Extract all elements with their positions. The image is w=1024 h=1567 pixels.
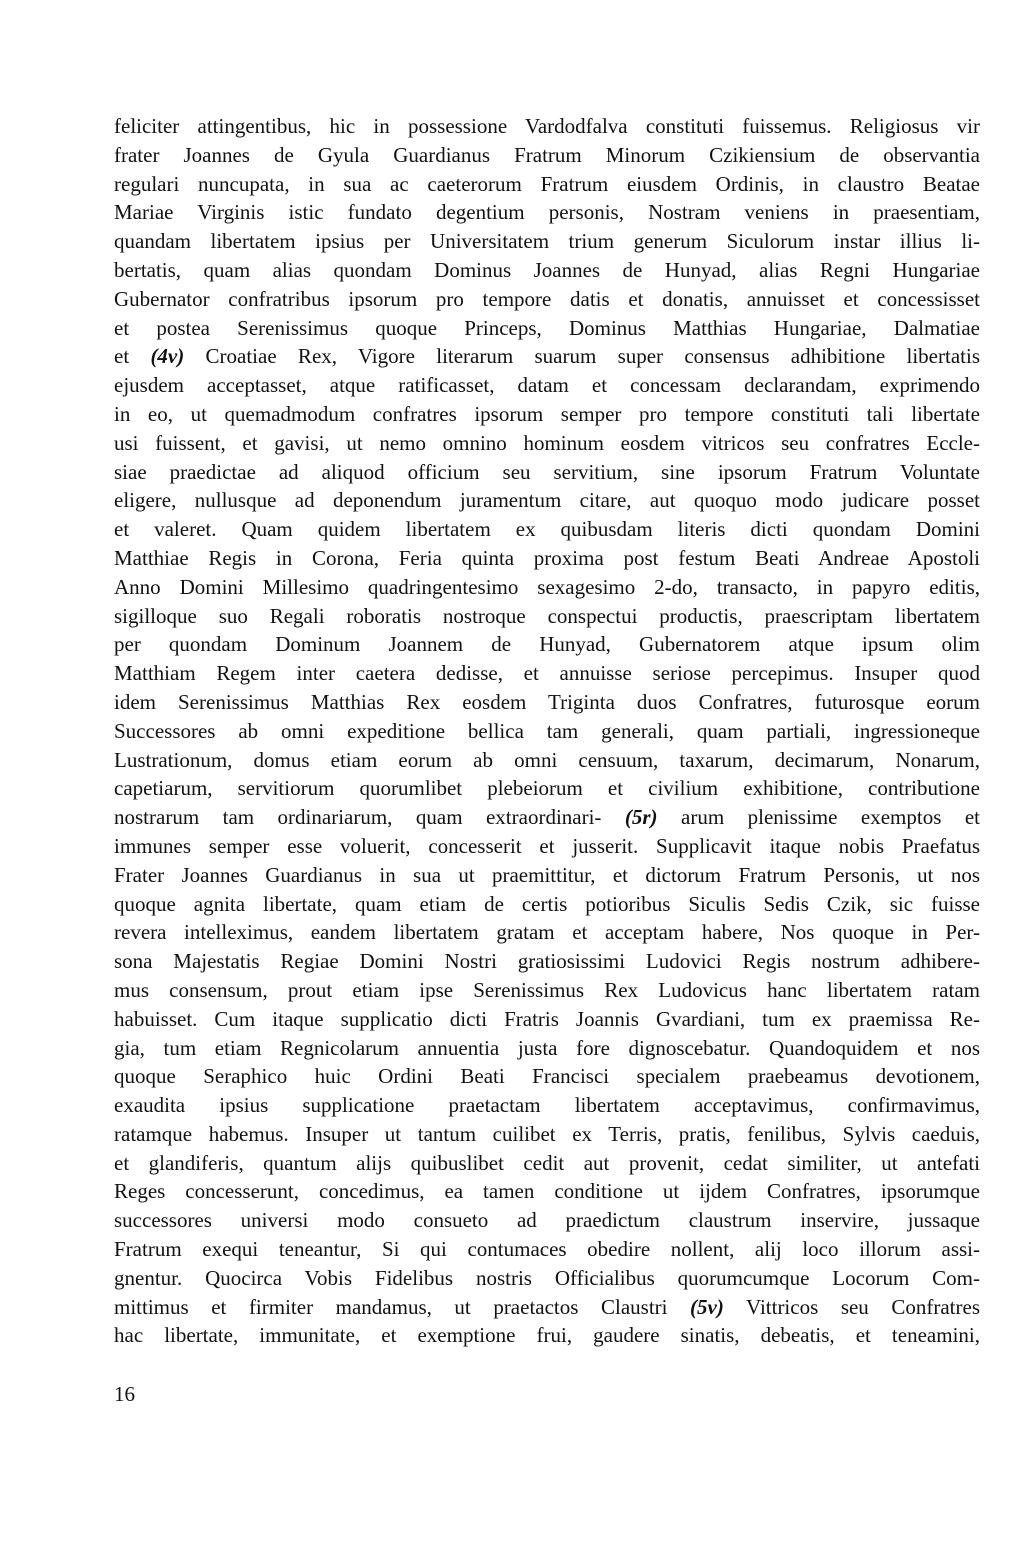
text-line: frater Joannes de Gyula Guardianus Fratrum Minorum Czikiensium de observantia <box>114 142 980 167</box>
text-line: siae praedictae ad aliquod officium seu servitium, sine ipsorum Fratrum Voluntate <box>114 459 980 484</box>
page-number: 16 <box>114 1382 135 1406</box>
text-line: idem Serenissimus Matthias Rex eosdem Triginta duos Confratres, futurosque eorum <box>114 689 980 714</box>
text-line: habuisset. Cum itaque supplicatio dicti Fratris Joannis Gvardiani, tum ex praemissa Re- <box>114 1006 980 1031</box>
text-line: et (4v) Croatiae Rex, Vigore literarum suarum super consensus adhibitione libertatis <box>114 344 980 369</box>
text-line: et postea Serenissimus quoque Princeps, Dominus Matthias Hungariae, Dalmatiae <box>114 315 980 340</box>
text-line: mittimus et firmiter mandamus, ut praetactos Claustri (5v) Vittricos seu Confratres <box>114 1294 981 1319</box>
text-line: Anno Domini Millesimo quadringentesimo sexagesimo 2-do, transacto, in papyro editis, <box>114 574 980 599</box>
text-line: quandam libertatem ipsius per Universitatem trium generum Siculorum instar illius li- <box>114 229 980 254</box>
text-line: mus consensum, prout etiam ipse Serenissimus Rex Ludovicus hanc libertatem ratam <box>114 977 980 1002</box>
text-line: revera intelleximus, eandem libertatem gratam et acceptam habere, Nos quoque in Per- <box>114 920 980 945</box>
text-line: Fratrum exequi teneantur, Si qui contumaces obedire nollent, alij loco illorum assi- <box>114 1237 980 1262</box>
folio-marker: (4v) <box>150 344 185 369</box>
text-line: et glandiferis, quantum alijs quibuslibet cedit aut provenit, cedat similiter, ut antefati <box>114 1150 980 1175</box>
text-line: et valeret. Quam quidem libertatem ex quibusdam literis dicti quondam Domini <box>114 517 980 542</box>
text-line: Lustrationum, domus etiam eorum ab omni censuum, taxarum, decimarum, Nonarum, <box>114 747 980 772</box>
text-line: sigilloque suo Regali roboratis nostroque conspectui productis, praescriptam libertatem <box>114 603 980 628</box>
text-line: bertatis, quam alias quondam Dominus Joannes de Hunyad, alias Regni Hungariae <box>114 257 980 282</box>
text-line: successores universi modo consueto ad praedictum claustrum inservire, jussaque <box>114 1208 980 1233</box>
text-line: quoque agnita libertate, quam etiam de certis potioribus Siculis Sedis Czik, sic fuisse <box>114 891 980 916</box>
text-line: Successores ab omni expeditione bellica tam generali, quam partiali, ingressioneque <box>114 718 980 743</box>
body-text <box>114 112 980 1350</box>
folio-marker: (5v) <box>690 1294 724 1319</box>
text-line: in eo, ut quemadmodum confratres ipsorum semper pro tempore constituti tali libertate <box>114 401 980 426</box>
text-line: Gubernator confratribus ipsorum pro tempore datis et donatis, annuisset et concessisset <box>114 286 980 311</box>
text-line: exaudita ipsius supplicatione praetactam libertatem acceptavimus, confirmavimus, <box>114 1093 980 1118</box>
text-line: gnentur. Quocirca Vobis Fidelibus nostris Officialibus quorumcumque Locorum Com- <box>114 1265 980 1290</box>
text-line: immunes semper esse voluerit, concesserit et jusserit. Supplicavit itaque nobis Praefatus <box>114 833 980 858</box>
text-line: Matthiam Regem inter caetera dedisse, et annuisse seriose percepimus. Insuper quod <box>114 661 980 686</box>
text-line: Matthiae Regis in Corona, Feria quinta proxima post festum Beati Andreae Apostoli <box>114 545 980 570</box>
text-line: Frater Joannes Guardianus in sua ut praemittitur, et dictorum Fratrum Personis, ut nos <box>114 862 980 887</box>
text-line: nostrarum tam ordinariarum, quam extraordinari- (5r) arum plenissime exemptos et <box>114 805 980 830</box>
text-line: hac libertate, immunitate, et exemptione frui, gaudere sinatis, debeatis, et teneamini, <box>114 1323 980 1348</box>
text-line: regulari nuncupata, in sua ac caeterorum Fratrum eiusdem Ordinis, in claustro Beatae <box>114 171 980 196</box>
text-line: Mariae Virginis istic fundato degentium personis, Nostram veniens in praesentiam, <box>114 200 980 225</box>
text-line: Reges concesserunt, concedimus, ea tamen conditione ut ijdem Confratres, ipsorumque <box>114 1179 980 1204</box>
text-line: usi fuissent, et gavisi, ut nemo omnino hominum eosdem vitricos seu confratres Eccle- <box>114 430 980 455</box>
folio-marker: (5r) <box>624 805 658 830</box>
text-line: quoque Seraphico huic Ordini Beati Francisci specialem praebeamus devotionem, <box>114 1064 980 1089</box>
text-line: gia, tum etiam Regnicolarum annuentia justa fore dignoscebatur. Quandoquidem et nos <box>114 1035 980 1060</box>
text-line: capetiarum, servitiorum quorumlibet plebeiorum et civilium exhibitione, contributione <box>114 776 980 801</box>
text-line: per quondam Dominum Joannem de Hunyad, Gubernatorem atque ipsum olim <box>114 632 980 657</box>
text-line: feliciter attingentibus, hic in possessione Vardodfalva constituti fuissemus. Religiosus vir <box>114 114 980 138</box>
text-line: eligere, nullusque ad deponendum juramentum citare, aut quoquo modo judicare posset <box>114 488 980 513</box>
text-line: ejusdem acceptasset, atque ratificasset, datam et concessam declarandam, exprimendo <box>114 373 980 398</box>
text-line: ratamque habemus. Insuper ut tantum cuilibet ex Terris, pratis, fenilibus, Sylvis caeduis, <box>114 1121 980 1146</box>
text-line: sona Majestatis Regiae Domini Nostri gratiosissimi Ludovici Regis nostrum adhibere- <box>114 949 980 974</box>
